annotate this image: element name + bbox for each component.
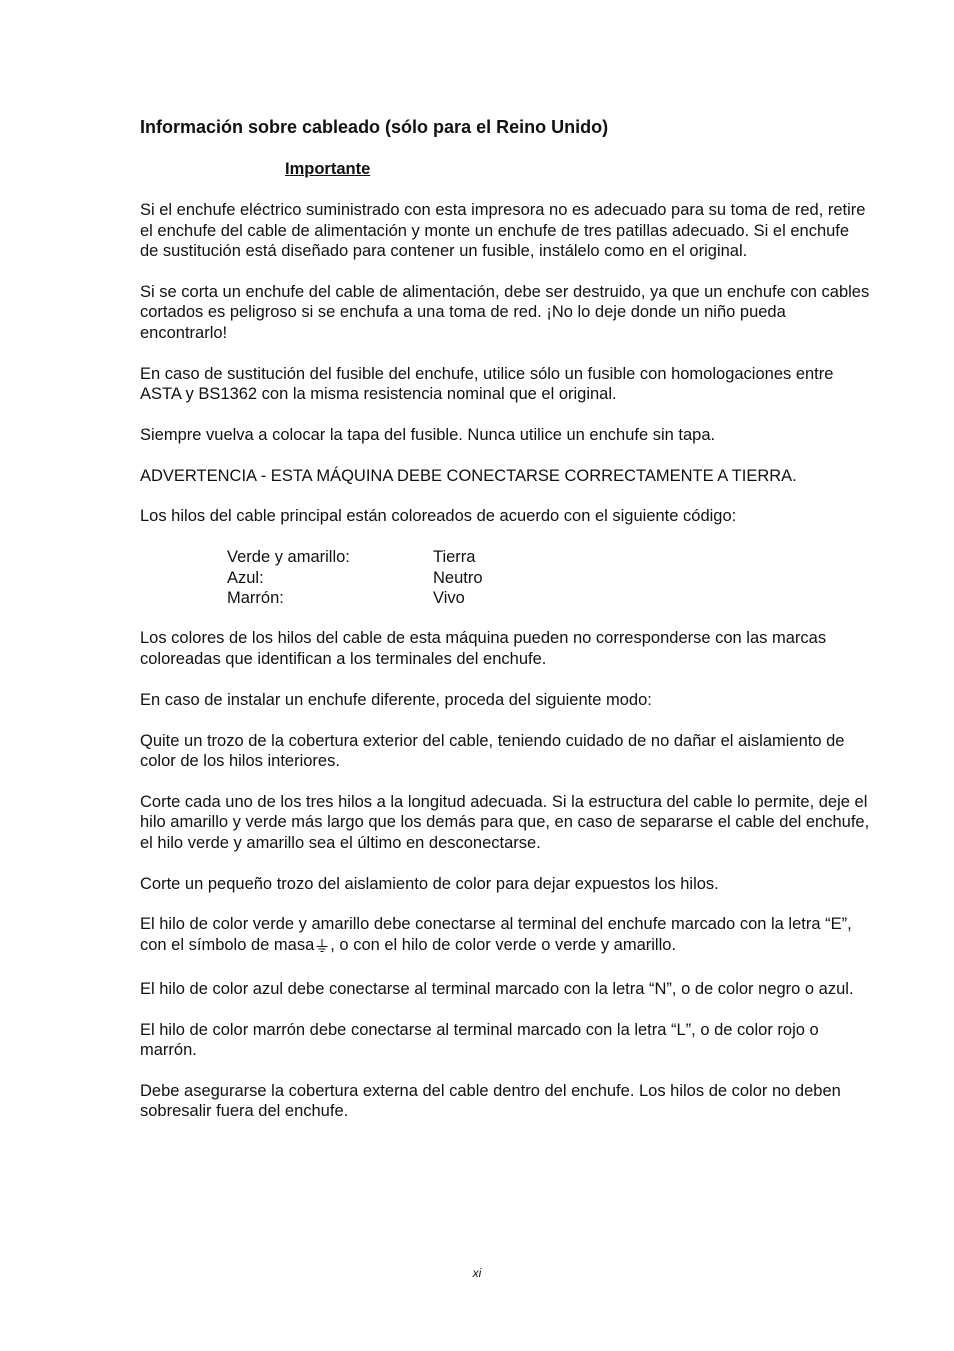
wire-color-table — [227, 547, 870, 608]
paragraph-terminal-colors: Los colores de los hilos del cable de esta máquina pueden no corresponderse con las marcas coloreadas que identifican a los terminales del enchufe. — [140, 629, 827, 668]
paragraph-fuse-replacement: En caso de sustitución del fusible del enchufe, utilice sólo un fusible con homologaciones entre ASTA y BS1362 con la misma resistencia nominal que el original. — [140, 364, 834, 404]
wire-function-label: Neutro — [433, 568, 483, 587]
page-title: Información sobre cableado (sólo para el Reino Unido) — [140, 117, 609, 137]
wire-row-live — [227, 588, 870, 608]
page-number: xi — [472, 1266, 482, 1280]
paragraph-cut-wires: Corte cada uno de los tres hilos a la longitud adecuada. Si la estructura del cable lo permite, deje el hilo amarillo y verde más largo que los demás para que, en caso de separarse el cable del enchufe, el hilo verde y amarillo sea el último en desconectarse. — [140, 792, 870, 852]
paragraph-install-intro: En caso de instalar un enchufe diferente, proceda del siguiente modo: — [140, 690, 652, 709]
paragraph-color-code-intro: Los hilos del cable principal están coloreados de acuerdo con el siguiente código: — [140, 507, 737, 526]
wire-function-label: Tierra — [433, 548, 476, 567]
wire-color-label: Verde y amarillo: — [227, 548, 350, 567]
wire-function-label: Vivo — [433, 588, 465, 607]
paragraph-cut-plug-warning: Si se corta un enchufe del cable de alimentación, debe ser destruido, ya que un enchufe con cables cortados es peligroso si se enchufa a una toma de red. ¡No lo deje donde un niño pueda encontrarlo! — [140, 282, 870, 342]
paragraph-earth-wire — [140, 914, 870, 958]
earth-ground-icon — [316, 938, 328, 959]
paragraph-secure-cover: Debe asegurarse la cobertura externa del cable dentro del enchufe. Los hilos de color no deben sobresalir fuera del enchufe. — [140, 1081, 841, 1121]
paragraph-brown-wire: El hilo de color marrón debe conectarse al terminal marcado con la letra “L”, o de color rojo o marrón. — [140, 1020, 819, 1060]
wire-row-earth — [227, 547, 870, 567]
paragraph-earth-warning: ADVERTENCIA - ESTA MÁQUINA DEBE CONECTARSE CORRECTAMENTE A TIERRA. — [140, 466, 797, 485]
paragraph-replace-plug: Si el enchufe eléctrico suministrado con esta impresora no es adecuado para su toma de red, retire el enchufe del cable de alimentación y monte un enchufe de tres patillas adecuado. Si el enchufe de sustitución está diseñado para contener un fusible, instálelo como en el original. — [140, 201, 866, 260]
wire-row-neutral — [227, 568, 870, 588]
earth-wire-text-end: , o con el hilo de color verde o verde y amarillo. — [330, 935, 677, 954]
paragraph-fuse-cover: Siempre vuelva a colocar la tapa del fusible. Nunca utilice un enchufe sin tapa. — [140, 425, 716, 444]
paragraph-strip-cover: Quite un trozo de la cobertura exterior del cable, teniendo cuidado de no dañar el aislamiento de color de los hilos interiores. — [140, 731, 845, 771]
paragraph-blue-wire: El hilo de color azul debe conectarse al terminal marcado con la letra “N”, o de color negro o azul. — [140, 979, 854, 998]
wire-color-label: Marrón: — [227, 588, 284, 607]
wire-color-label: Azul: — [227, 568, 264, 587]
document-body — [140, 200, 870, 1142]
earth-wire-text-start: El hilo de color verde y amarillo debe conectarse al terminal del enchufe marcado con la letra “E”, con el símbolo de masa — [140, 915, 852, 954]
paragraph-strip-insulation: Corte un pequeño trozo del aislamiento de color para dejar expuestos los hilos. — [140, 874, 719, 893]
section-subtitle: Importante — [285, 160, 371, 178]
